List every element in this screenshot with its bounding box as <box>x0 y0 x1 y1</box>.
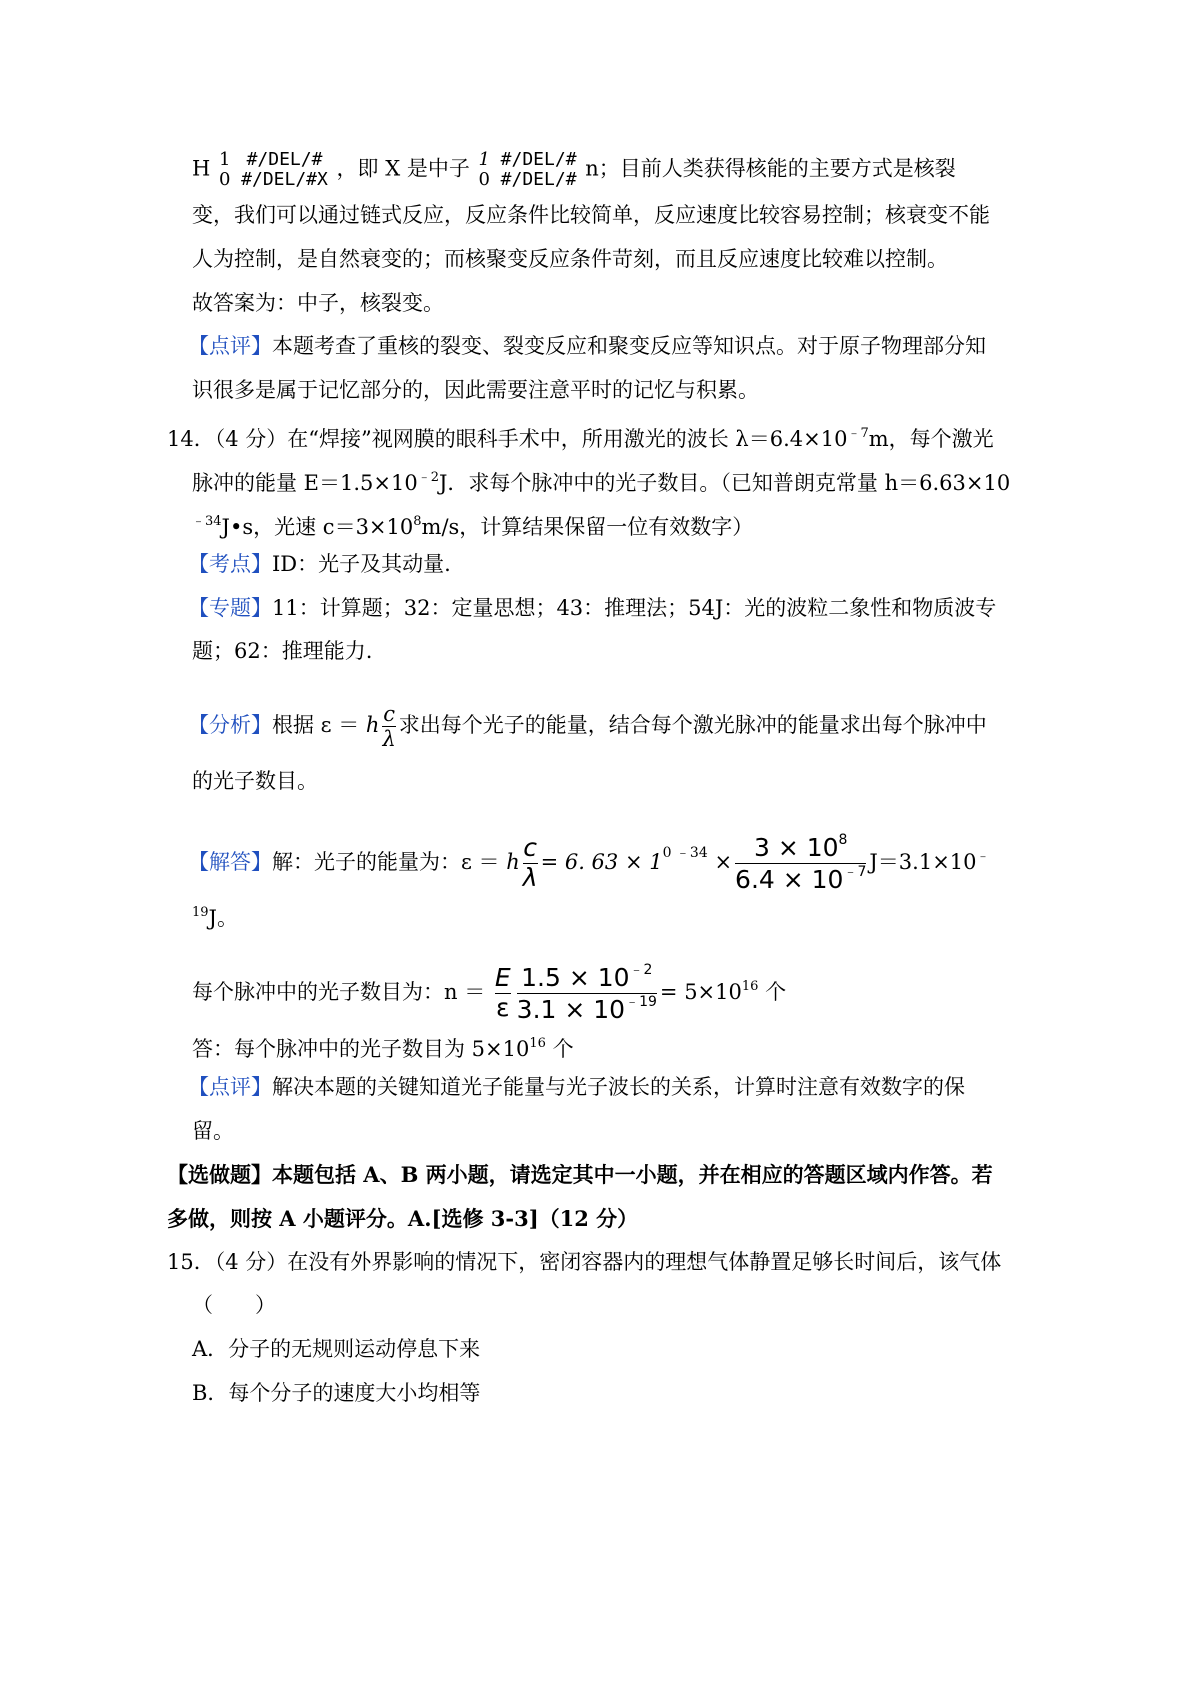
fraction-c-over-lambda: $\frac{c}{\lambda}$ <box>522 833 538 892</box>
review-tag: 【点评】 <box>188 334 272 358</box>
review-tag: 【点评】 <box>188 1075 272 1099</box>
fraction-value: $\frac{3 \times 10^8}{6.4 \times 10^{﹣7}}$ <box>735 832 867 894</box>
fenxi-tag: 【分析】 <box>188 713 272 738</box>
option-a: A．分子的无规则运动停息下来 <box>192 1337 481 1361</box>
elective-heading: 多做，则按 A 小题评分。A.[选修 3-3]（12 分） <box>167 1206 639 1231</box>
text-line: $^{19}$J。 <box>192 905 238 930</box>
fenxi-line: 【分析】根据 ε ＝ h $\frac{c}{\lambda}$ 求出每个光子的能量，结合每个激光脉冲的能量求出每个脉冲中 <box>188 702 987 752</box>
equation-line: H 1 0 #/DEL/# #/DEL/#X ，即 X 是中子 1 0 #/DEL/# #/DEL/# n；目前人类获得核能的主要方式是核裂 <box>192 149 956 190</box>
fraction-c-over-lambda: $\frac{c}{\lambda}$ <box>382 702 396 752</box>
text-line: 故答案为：中子，核裂变。 <box>192 291 444 315</box>
kaodian-tag: 【考点】 <box>188 552 272 576</box>
kaodian-line: 【考点】ID：光子及其动量. <box>188 552 451 576</box>
fraction-E-over-epsilon: $\frac{E}{\varepsilon}$ <box>494 963 511 1022</box>
placeholder-text: #/DEL/# #/DEL/#X <box>241 149 328 190</box>
review-line: 【点评】解决本题的关键知道光子能量与光子波长的关系，计算时注意有效数字的保 <box>188 1075 965 1099</box>
text-line: $^{﹣34}$J•s，光速 $c=3\times 10^8m/s$，计算结果保留一位有效数字） <box>192 514 754 539</box>
zhuanti-line: 【专题】11：计算题；32：定量思想；43：推理法；54J：光的波粒二象性和物质波专 <box>188 596 997 620</box>
text-line: 的光子数目。 <box>192 769 318 793</box>
text-line: 人为控制，是自然衰变的；而核聚变反应条件苛刻，而且反应速度比较难以控制。 <box>192 247 948 271</box>
answer-line: 答：每个脉冲中的光子数目为 $5\times 10^{16}$ 个 <box>192 1036 574 1061</box>
answer-blank: （ ） <box>192 1293 276 1317</box>
jieda-tag: 【解答】 <box>188 849 272 874</box>
fraction: 1 0 <box>478 149 490 190</box>
zhuanti-tag: 【专题】 <box>188 596 272 620</box>
text-line: 识很多是属于记忆部分的，因此需要注意平时的记忆与积累。 <box>192 378 759 402</box>
fraction-value: $\frac{1.5 \times 10^{﹣2}}{3.1 \times 10^{﹣19}}$ <box>516 962 657 1024</box>
review-line: 【点评】本题考查了重核的裂变、裂变反应和聚变反应等知识点。对于原子物理部分知 <box>188 334 986 358</box>
text-line: 脉冲的能量 $E=1.5\times 10^{﹣2}J$．求每个脉冲中的光子数目。（已知普朗克常量 h＝6.63×10 <box>192 470 1011 495</box>
fraction: 1 0 <box>219 149 231 190</box>
question-15: 15．（4 分）在没有外界影响的情况下，密闭容器内的理想气体静置足够长时间后，该气体 <box>167 1250 1002 1274</box>
option-b: B．每个分子的速度大小均相等 <box>192 1381 481 1405</box>
text-line: 变，我们可以通过链式反应，反应条件比较简单，反应速度比较容易控制；核衰变不能 <box>192 203 990 227</box>
elective-heading: 【选做题】本题包括 A、B 两小题，请选定其中一小题，并在相应的答题区域内作答。若 <box>167 1162 993 1187</box>
placeholder-text: #/DEL/# #/DEL/# <box>500 149 577 190</box>
photon-count-line: 每个脉冲中的光子数目为：n ＝ $\frac{E}{\varepsilon}$ $\frac{1.5 \times 10^{﹣2}}{3.1 \times 10^{﹣19}}$ = $5\times 10^{16}$ 个 <box>192 962 787 1024</box>
jieda-line: 【解答】解：光子的能量为：ε ＝ h $\frac{c}{\lambda}$ = 6. $63 \times 1^{0 ﹣34}$ × $\frac{3 \times 10^8}{6.4 \times 10^{﹣7}}$ J＝3.1×10﹣ <box>188 832 990 894</box>
question-14: 14．（4 分）在“焊接”视网膜的眼科手术中，所用激光的波长 $\lambda=6.4\times 10^{﹣7}m$，每个激光 <box>167 426 994 451</box>
text-line: 留。 <box>192 1119 234 1143</box>
text-line: 题；62：推理能力. <box>192 639 373 663</box>
